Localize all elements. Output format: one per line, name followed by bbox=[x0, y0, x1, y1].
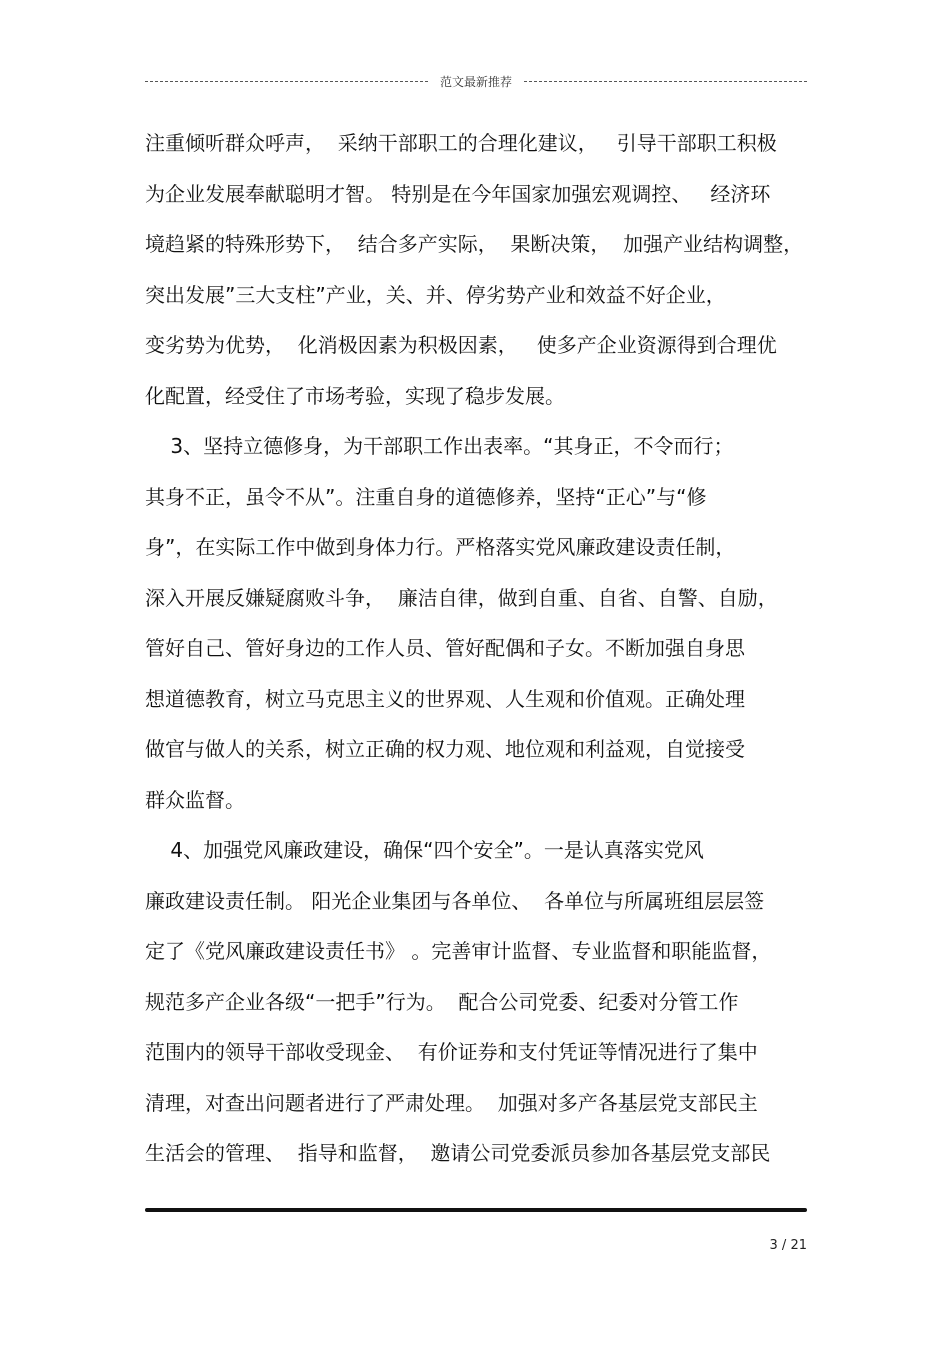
text-line: 做官与做人的关系，树立正确的权力观、地位观和利益观，自觉接受 bbox=[145, 737, 745, 761]
text-line: 境趋紧的特殊形势下， 结合多产实际， 果断决策， 加强产业结构调整， bbox=[145, 232, 804, 256]
text-line: 范围内的领导干部收受现金、 有价证券和支付凭证等情况进行了集中 bbox=[145, 1040, 758, 1064]
text-line: 深入开展反嫌疑腐败斗争， 廉洁自律，做到自重、自省、自警、自励， bbox=[145, 585, 778, 610]
text-line: 变劣势为优势， 化消极因素为积极因素， 使多产企业资源得到合理优 bbox=[145, 333, 777, 357]
text-line: 为企业发展奉献聪明才智。 特别是在今年国家加强宏观调控、 经济环 bbox=[145, 181, 771, 206]
footer-divider bbox=[145, 1208, 807, 1212]
text-line: 身”，在实际工作中做到身体力行。严格落实党风廉政建设责任制， bbox=[145, 535, 736, 559]
text-line: 化配置，经受住了市场考验，实现了稳步发展。 bbox=[145, 383, 565, 408]
paragraph-3-start: 3、坚持立德修身，为干部职工作出表率。“其身正，不令而行； bbox=[145, 434, 734, 458]
text-line: 想道德教育，树立马克思主义的世界观、人生观和价值观。正确处理 bbox=[145, 686, 745, 711]
text-line: 清理，对查出问题者进行了严肃处理。 加强对多产各基层党支部民主 bbox=[145, 1090, 758, 1115]
header-left-dashes bbox=[145, 81, 428, 82]
text-line: 管好自己、管好身边的工作人员、管好配偶和子女。不断加强自身思 bbox=[145, 636, 745, 660]
document-body bbox=[145, 118, 807, 1179]
page-number: 3 / 21 bbox=[769, 1238, 807, 1253]
text-line: 生活会的管理、 指导和监督， 邀请公司党委派员参加各基层党支部民 bbox=[145, 1141, 771, 1165]
text-line: 突出发展”三大支柱”产业，关、并、停劣势产业和效益不好企业， bbox=[145, 282, 726, 307]
text-line: 廉政建设责任制。 阳光企业集团与各单位、 各单位与所属班组层层签 bbox=[145, 888, 765, 913]
header-title: 范文最新推荐 bbox=[440, 74, 513, 89]
page-header bbox=[145, 70, 807, 92]
text-line: 注重倾听群众呼声， 采纳干部职工的合理化建议， 引导干部职工积极 bbox=[145, 131, 777, 155]
text-line: 其身不正，虽令不从”。注重自身的道德修养，坚持“正心”与“修 bbox=[145, 484, 707, 509]
paragraph-4-start: 4、加强党风廉政建设，确保“四个安全”。一是认真落实党风 bbox=[145, 838, 704, 862]
header-right-dashes bbox=[524, 81, 807, 82]
text-line: 群众监督。 bbox=[145, 787, 245, 812]
text-line: 定了《党风廉政建设责任书》 。完善审计监督、专业监督和职能监督， bbox=[145, 939, 772, 963]
text-line: 规范多产企业各级“一把手”行为。 配合公司党委、纪委对分管工作 bbox=[145, 989, 739, 1014]
